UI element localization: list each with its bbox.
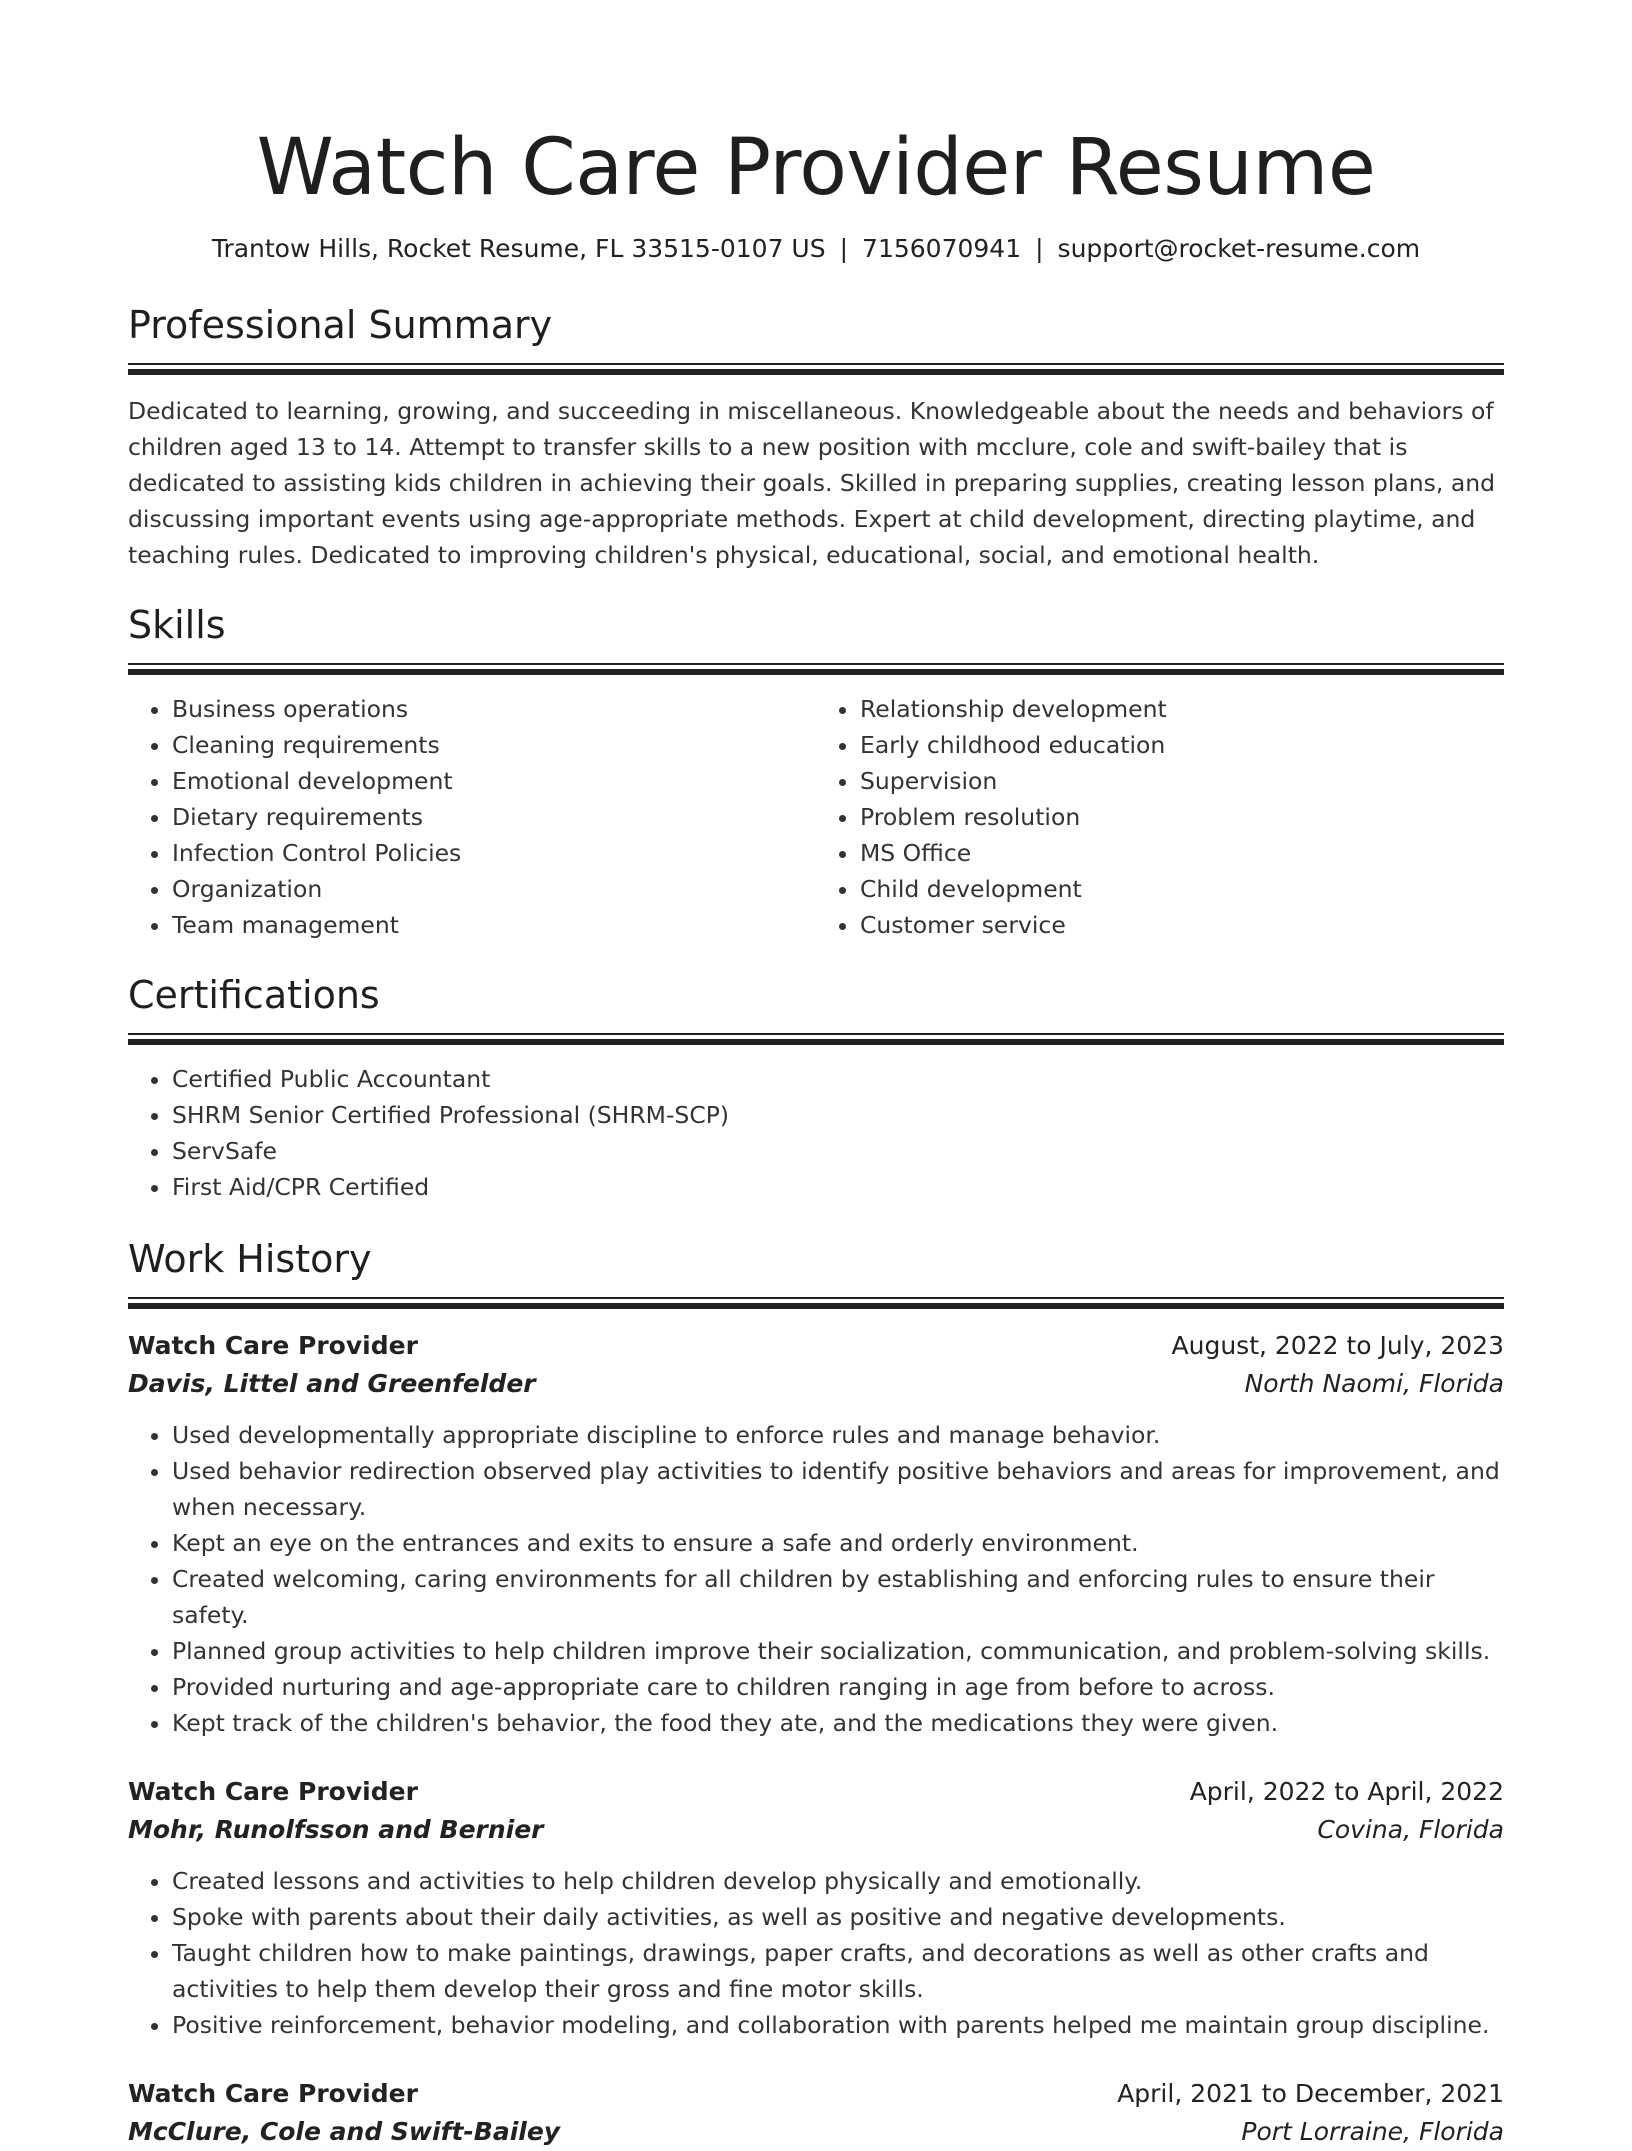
job-dates: April, 2022 to April, 2022 xyxy=(1189,1777,1504,1806)
job-company: Mohr, Runolfsson and Bernier xyxy=(128,1815,544,1844)
contact-email[interactable]: support@rocket-resume.com xyxy=(1057,234,1421,263)
resume-title: Watch Care Provider Resume xyxy=(256,123,1376,213)
certifications-section xyxy=(128,971,1504,1205)
job-bullet: • Provided nurturing and age-appropriate care to children ranging in age from before to across. xyxy=(172,1669,1504,1705)
section-rule xyxy=(128,363,1504,375)
job-bullet: • Spoke with parents about their daily activities, as well as positive and negative developments. xyxy=(172,1899,1504,1935)
certification-item: • First Aid/CPR Certified xyxy=(172,1169,1504,1205)
certifications-list xyxy=(128,1061,1504,1205)
certification-item: • Certified Public Accountant xyxy=(172,1061,1504,1097)
job-bullet: • Created lessons and activities to help children develop physically and emotionally. xyxy=(172,1863,1504,1899)
skill-item: • Child development xyxy=(860,871,1504,907)
skills-section xyxy=(128,601,1504,943)
section-heading-summary: Professional Summary xyxy=(128,303,553,347)
skill-item: • Problem resolution xyxy=(860,799,1504,835)
skill-item: • Early childhood education xyxy=(860,727,1504,763)
section-heading-work-history: Work History xyxy=(128,1237,372,1281)
job-company: McClure, Cole and Swift-Bailey xyxy=(128,2117,561,2146)
skill-item: • MS Office xyxy=(860,835,1504,871)
job-bullet-list xyxy=(128,1863,1504,2043)
job-location: Port Lorraine, Florida xyxy=(1241,2117,1504,2146)
resume-page xyxy=(128,0,1504,2151)
job-title: Watch Care Provider xyxy=(128,2079,418,2108)
section-rule xyxy=(128,1297,1504,1309)
section-rule xyxy=(128,1033,1504,1045)
section-rule xyxy=(128,663,1504,675)
skill-item: • Organization xyxy=(172,871,816,907)
skill-item: • Relationship development xyxy=(860,691,1504,727)
job-dates: August, 2022 to July, 2023 xyxy=(1171,1331,1504,1360)
skill-item: • Supervision xyxy=(860,763,1504,799)
skill-item: • Dietary requirements xyxy=(172,799,816,835)
work-history-section xyxy=(128,1235,1504,2151)
job-header xyxy=(128,1773,1504,1811)
job-location: North Naomi, Florida xyxy=(1244,1369,1504,1398)
section-heading-certifications: Certifications xyxy=(128,973,380,1017)
job-bullet: • Taught children how to make paintings, drawings, paper crafts, and decorations as well as other crafts and activities to help them develop their gross and fine motor skills. xyxy=(172,1935,1504,2007)
job-bullet: • Kept track of the children's behavior, the food they ate, and the medications they were given. xyxy=(172,1705,1504,1741)
job-subheader xyxy=(128,1811,1504,1849)
contact-phone: 7156070941 xyxy=(862,234,1022,263)
job-title: Watch Care Provider xyxy=(128,1777,418,1806)
job-bullet: • Planned group activities to help children improve their socialization, communication, and problem-solving skills. xyxy=(172,1633,1504,1669)
job-dates: April, 2021 to December, 2021 xyxy=(1117,2079,1504,2108)
skill-item: • Customer service xyxy=(860,907,1504,943)
contact-line xyxy=(128,232,1504,266)
summary-text: Dedicated to learning, growing, and succeeding in miscellaneous. Knowledgeable about the needs and behaviors of children aged 13 to 14. Attempt to transfer skills to a new position with mcclure, cole and swift-bailey that is dedicated to assisting kids children in achieving their goals. Skilled in preparing supplies, creating lesson plans, and discussing important events using age-appropriate methods. Expert at child development, directing playtime, and teaching rules. Dedicated to improving children's physical, educational, social, and emotional health. xyxy=(128,397,1496,569)
job-bullet: • Used behavior redirection observed play activities to identify positive behaviors and areas for improvement, and when necessary. xyxy=(172,1453,1504,1525)
skills-list-right xyxy=(816,691,1504,943)
job-entry xyxy=(128,1773,1504,2043)
certification-item: • SHRM Senior Certified Professional (SHRM-SCP) xyxy=(172,1097,1504,1133)
job-subheader xyxy=(128,2113,1504,2151)
skill-item: • Cleaning requirements xyxy=(172,727,816,763)
skills-list-left xyxy=(128,691,816,943)
section-heading-skills: Skills xyxy=(128,603,226,647)
job-subheader xyxy=(128,1365,1504,1403)
job-header xyxy=(128,2075,1504,2113)
job-bullet: • Kept an eye on the entrances and exits to ensure a safe and orderly environment. xyxy=(172,1525,1504,1561)
summary-section xyxy=(128,301,1504,573)
skill-item: • Business operations xyxy=(172,691,816,727)
job-entry xyxy=(128,2075,1504,2151)
contact-separator: | xyxy=(1035,234,1044,263)
job-bullet-list xyxy=(128,1417,1504,1741)
job-company: Davis, Littel and Greenfelder xyxy=(128,1369,536,1398)
skill-item: • Team management xyxy=(172,907,816,943)
contact-separator: | xyxy=(839,234,849,263)
job-bullet: • Used developmentally appropriate discipline to enforce rules and manage behavior. xyxy=(172,1417,1504,1453)
job-bullet: • Positive reinforcement, behavior modeling, and collaboration with parents helped me maintain group discipline. xyxy=(172,2007,1504,2043)
job-entry xyxy=(128,1327,1504,1741)
contact-address: Trantow Hills, Rocket Resume, FL 33515-0107 US xyxy=(211,234,826,263)
job-bullet: • Created welcoming, caring environments for all children by establishing and enforcing rules to ensure their safety. xyxy=(172,1561,1504,1633)
job-title: Watch Care Provider xyxy=(128,1331,418,1360)
certification-item: • ServSafe xyxy=(172,1133,1504,1169)
skills-columns xyxy=(128,691,1504,943)
job-location: Covina, Florida xyxy=(1317,1815,1504,1844)
skill-item: • Infection Control Policies xyxy=(172,835,816,871)
skill-item: • Emotional development xyxy=(172,763,816,799)
job-header xyxy=(128,1327,1504,1365)
